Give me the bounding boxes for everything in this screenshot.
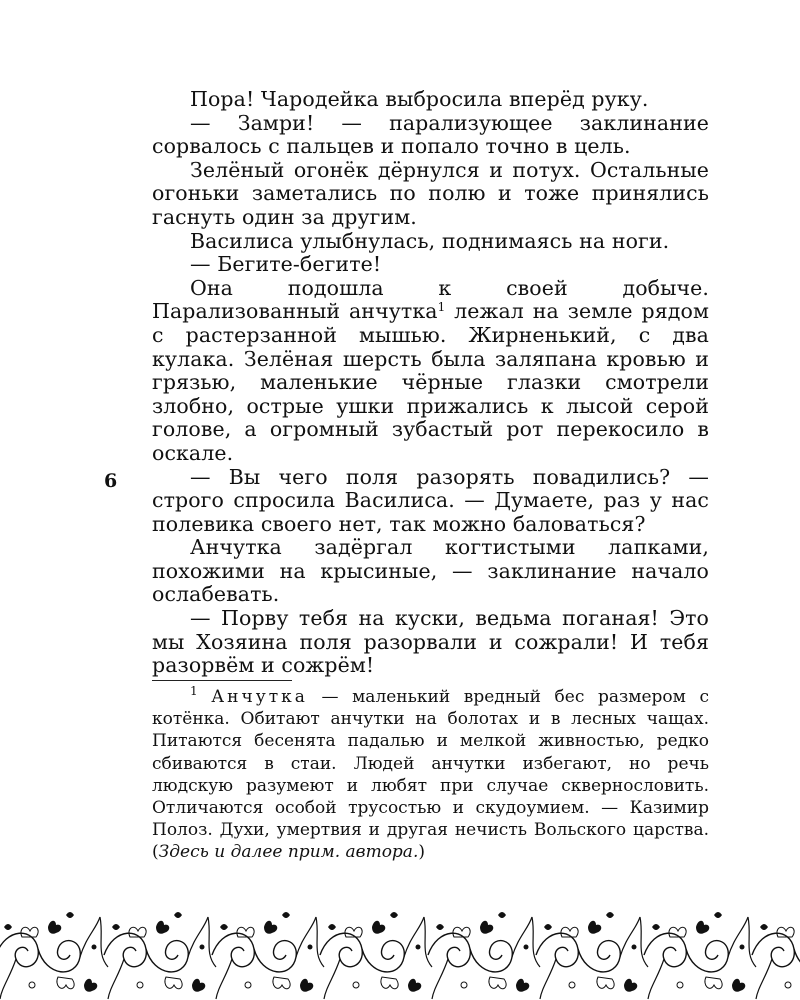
floral-ornament-border: [0, 905, 800, 1000]
paragraph: Зелёный огонёк дёрнулся и потух. Остальные огоньки заметались по полю и тоже принялись гаснуть один за другим.: [152, 157, 709, 229]
paragraph: — Замри! — парализующее заклинание сорвалось с пальцев и попало точно в цель.: [152, 110, 709, 159]
footnote-text: [152, 686, 709, 864]
paragraph: Пора! Чародейка выбросила вперёд руку.: [190, 87, 649, 111]
footnote-term: Анчутка: [211, 687, 308, 707]
paragraph-anchutka: [152, 277, 709, 466]
paragraph: Василиса улыбнулась, поднимаясь на ноги.: [190, 228, 670, 253]
ornament-unit: [0, 912, 108, 999]
ornament-unit: [212, 912, 324, 999]
paragraph: — Бегите-бегите!: [190, 252, 382, 277]
page-number: 6: [104, 470, 118, 492]
paragraph-text: Она подошла к своей добыче. Парализованный анчутка: [152, 275, 709, 324]
ornament-unit: [536, 912, 648, 999]
footnote-divider: [152, 680, 292, 681]
paragraph: — Вы чего поля разорять повадились? — строго спросила Василиса. — Думаете, раз у нас полевика своего нет, так можно баловаться?: [152, 464, 709, 536]
ornament-unit: [644, 912, 756, 999]
ornament-unit: [320, 912, 432, 999]
paragraph: Анчутка задёргал когтистыми лапками, похожими на крысиные, — заклинание начало ослабевать.: [152, 535, 709, 607]
footnote-marker: 1: [190, 684, 198, 698]
ornament-unit: [752, 912, 800, 999]
footnote-author-note: Здесь и далее прим. автора.: [158, 842, 419, 863]
paragraph: — Порву тебя на куски, ведьма поганая! Это мы Хозяина поля разорвали и сожрали! И тебя разорвём и сожрём!: [152, 606, 709, 678]
main-text: [152, 88, 709, 678]
ornament-unit: [104, 912, 216, 999]
paragraph-text: лежал на земле рядом с растерзанной мышью. Жирненький, с два кулака. Зелёная шерсть была заляпана кровью и грязью, маленькие чёрные глазки смотрели злобно, острые ушки прижались к лысой серой голове, а огромный зубастый рот перекосило в оскале.: [152, 299, 709, 465]
footnote: [152, 686, 709, 864]
footnote-reference: 1: [437, 300, 446, 315]
ornament-unit: [428, 912, 540, 999]
footnote-closing: ): [418, 842, 425, 863]
footnote-body: — маленький вредный бес размером с котёнка. Обитают анчутки на болотах и в лесных чащах. Питаются бесенята падалью и мелкой живностью, редко сбиваются в стаи. Людей анчутки избегают, но речь людскую разумеют и любят при случае сквернословить. Отличаются особой трусостью и скудоумием. — Казимир Полоз. Духи, умертвия и другая нечисть Вольского царства. (: [152, 687, 710, 863]
